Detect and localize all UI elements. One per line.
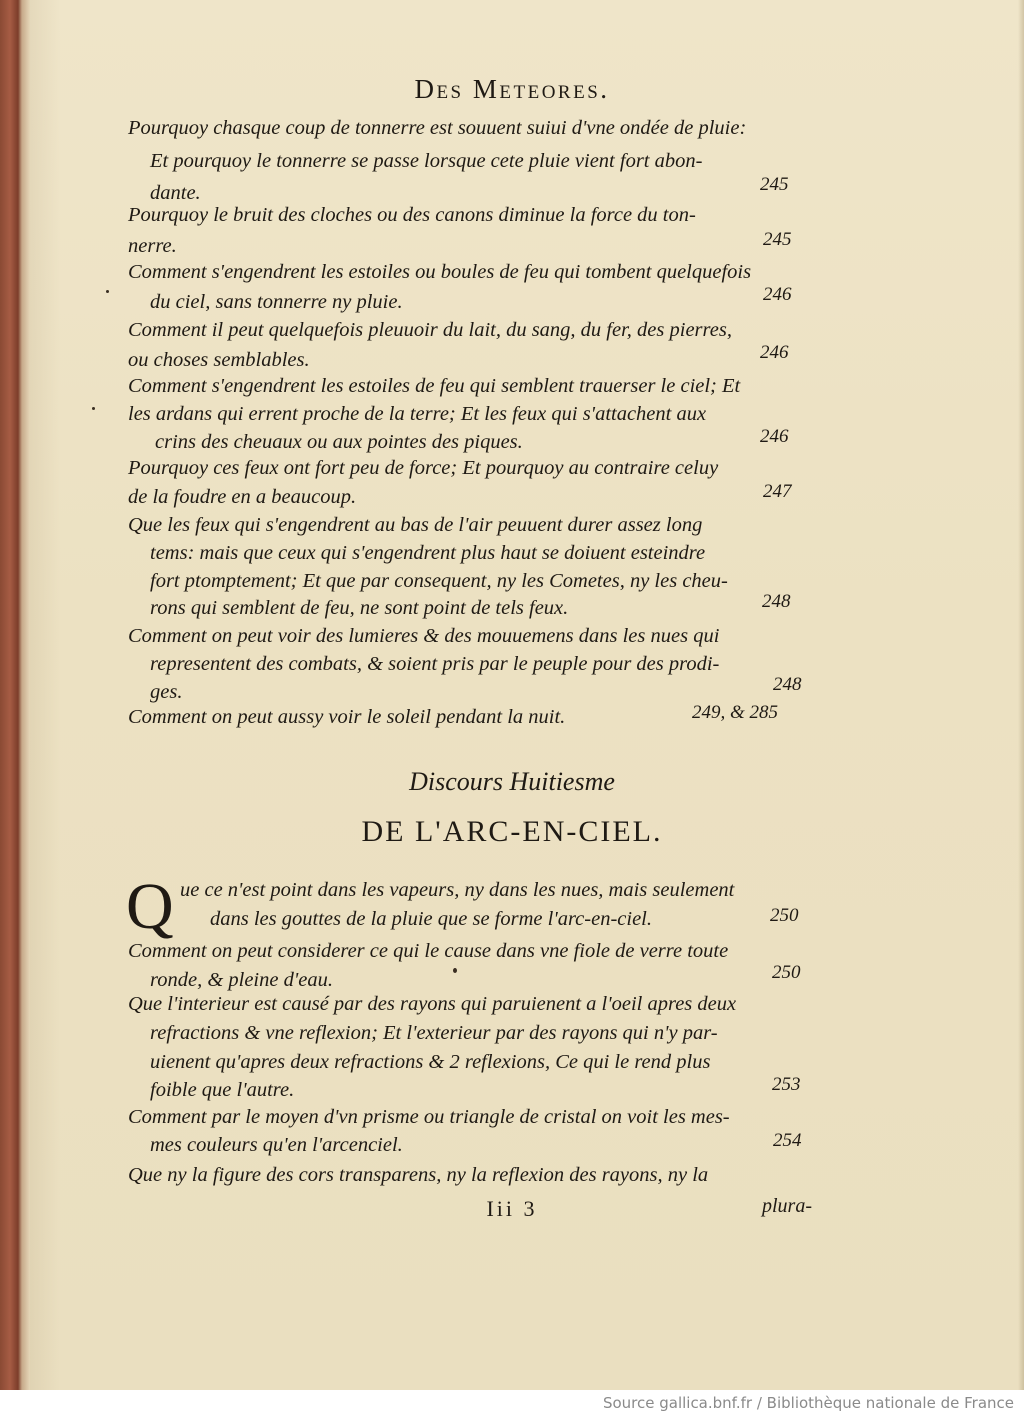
toc-line: mes couleurs qu'en l'arcenciel. [150, 1134, 403, 1156]
toc-line: representent des combats, & soient pris par le peuple pour des prodi- [150, 653, 720, 675]
page-number: 248 [762, 591, 791, 612]
toc-line: foible que l'autre. [150, 1079, 295, 1101]
toc-line: ue ce n'est point dans les vapeurs, ny dans les nues, mais seulement [180, 879, 735, 901]
toc-line: Pourquoy le bruit des cloches ou des canons diminue la force du ton- [128, 204, 696, 226]
discours-title: Discours Huitiesme [409, 767, 615, 796]
toc-line: dans les gouttes de la pluie que se forme l'arc-en-ciel. [210, 908, 652, 930]
page-number: 247 [763, 481, 792, 502]
ink-speck [106, 290, 109, 293]
page-right-edge [1018, 0, 1024, 1390]
toc-line: refractions & vne reflexion; Et l'exterieur par des rayons qui n'y par- [150, 1022, 718, 1044]
toc-line: nerre. [128, 235, 177, 257]
toc-line: ou choses semblables. [128, 349, 310, 371]
toc-line: tems: mais que ceux qui s'engendrent plus haut se doiuent esteindre [150, 542, 706, 564]
page-number: 246 [760, 342, 789, 363]
toc-line: les ardans qui errent proche de la terre; Et les feux qui s'attachent aux [128, 403, 707, 425]
page-number: 246 [763, 284, 792, 305]
toc-line: crins des cheuaux ou aux pointes des piques. [155, 431, 523, 453]
book-binding-edge [0, 0, 30, 1390]
page-number: 245 [760, 174, 789, 195]
toc-line: de la foudre en a beaucoup. [128, 486, 357, 508]
toc-line: Et pourquoy le tonnerre se passe lorsque cete pluie vient fort abon- [150, 150, 703, 172]
page-number: 249, & 285 [692, 702, 779, 723]
page-number: 246 [760, 426, 789, 447]
toc-line: dante. [150, 182, 201, 204]
toc-line: Que l'interieur est causé par des rayons qui paruienent a l'oeil apres deux [128, 993, 737, 1015]
toc-line: Comment s'engendrent les estoiles ou boules de feu qui tombent quelquefois [128, 261, 752, 283]
catchword: plura- [762, 1195, 812, 1217]
page-number: 253 [772, 1074, 801, 1095]
toc-line: Que ny la figure des cors transparens, ny la reflexion des rayons, ny la [128, 1164, 709, 1186]
toc-line: Comment on peut aussy voir le soleil pendant la nuit. [128, 706, 566, 728]
running-head: Des Meteores. [414, 74, 610, 104]
toc-line: rons qui semblent de feu, ne sont point de tels feux. [150, 597, 569, 619]
toc-line: Comment on peut considerer ce qui le cause dans vne fiole de verre toute [128, 940, 729, 962]
source-bar [0, 1390, 1024, 1419]
source-credit: Source gallica.bnf.fr / Bibliothèque nationale de France [602, 1394, 1014, 1412]
section-title: DE L'ARC-EN-CIEL. [361, 815, 663, 848]
page-number: 248 [773, 674, 802, 695]
toc-line: uienent qu'apres deux refractions & 2 reflexions, Ce qui le rend plus [150, 1051, 711, 1073]
toc-line: Que les feux qui s'engendrent au bas de l'air peuuent durer assez long [128, 514, 703, 536]
page-number: 250 [772, 962, 801, 983]
toc-line: Pourquoy chasque coup de tonnerre est souuent suiui d'vne ondée de pluie: [128, 117, 747, 139]
page-number: 245 [763, 229, 792, 250]
toc-line: Comment on peut voir des lumieres & des mouuemens dans les nues qui [128, 625, 720, 647]
toc-line: Comment il peut quelquefois pleuuoir du lait, du sang, du fer, des pierres, [128, 319, 732, 341]
drop-cap: Q [126, 870, 174, 943]
toc-line: Comment s'engendrent les estoiles de feu qui semblent trauerser le ciel; Et [128, 375, 741, 397]
toc-line: ronde, & pleine d'eau. [150, 969, 333, 991]
toc-line: du ciel, sans tonnerre ny pluie. [150, 291, 403, 313]
toc-line: Comment par le moyen d'vn prisme ou triangle de cristal on voit les mes- [128, 1106, 730, 1128]
ink-speck [453, 968, 457, 973]
toc-line: Pourquoy ces feux ont fort peu de force; Et pourquoy au contraire celuy [128, 457, 719, 479]
toc-line: fort ptomptement; Et que par consequent, ny les Cometes, ny les cheu- [150, 570, 728, 592]
page-number: 250 [770, 905, 799, 926]
signature-mark: Iii 3 [486, 1196, 538, 1221]
page-number: 254 [773, 1130, 802, 1151]
ink-speck [92, 407, 95, 410]
toc-line: ges. [150, 681, 183, 703]
